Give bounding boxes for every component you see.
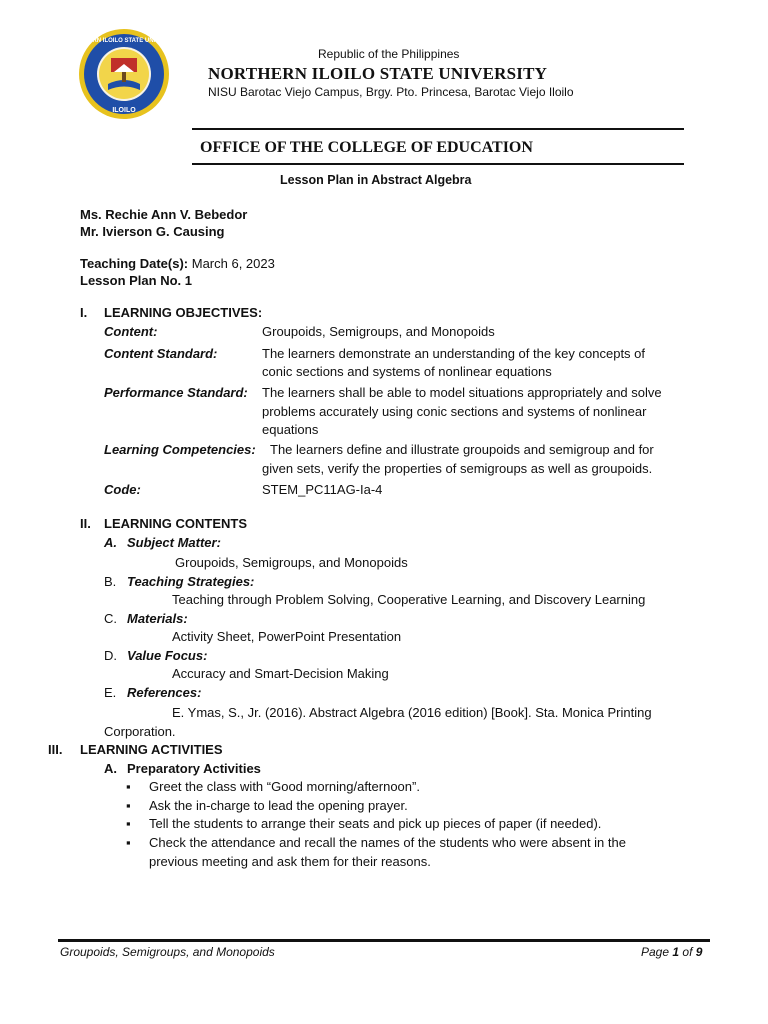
- performance-standard-label: Performance Standard:: [104, 385, 248, 400]
- content-standard-label: Content Standard:: [104, 346, 218, 361]
- teaching-strategies-value: Teaching through Problem Solving, Cooperative Learning, and Discovery Learning: [172, 592, 646, 607]
- teaching-strategies-letter: B.: [104, 574, 117, 589]
- activity-bullet-3: Tell the students to arrange their seats and pick up pieces of paper (if needed).: [149, 816, 602, 831]
- logo-ring-bottom-text: ILOILO: [112, 107, 136, 114]
- teaching-date-line: [80, 256, 275, 271]
- preparatory-activities-letter: A.: [104, 761, 117, 776]
- section-2-heading: LEARNING CONTENTS: [104, 516, 247, 531]
- section-2-number: II.: [80, 516, 91, 531]
- teaching-strategies-label: Teaching Strategies:: [127, 574, 255, 589]
- value-focus-value: Accuracy and Smart-Decision Making: [172, 666, 389, 681]
- campus-address: NISU Barotac Viejo Campus, Brgy. Pto. Princesa, Barotac Viejo Iloilo: [208, 85, 574, 99]
- performance-standard-line-3: equations: [262, 422, 319, 437]
- content-standard-line-2: conic sections and systems of nonlinear equations: [262, 364, 552, 379]
- footer-page-current: 1: [672, 945, 680, 959]
- learning-competencies-line-1: The learners define and illustrate groupoids and semigroup and for: [270, 442, 654, 457]
- activity-bullet-2: Ask the in-charge to lead the opening prayer.: [149, 798, 408, 813]
- references-letter: E.: [104, 685, 117, 700]
- office-title: OFFICE OF THE COLLEGE OF EDUCATION: [200, 139, 533, 156]
- references-line-1: E. Ymas, S., Jr. (2016). Abstract Algebra (2016 edition) [Book]. Sta. Monica Printing: [172, 705, 652, 720]
- bullet-2-icon: ▪: [126, 798, 131, 813]
- author-1: Ms. Rechie Ann V. Bebedor: [80, 207, 248, 222]
- value-focus-letter: D.: [104, 648, 117, 663]
- content-standard-line-1: The learners demonstrate an understanding of the key concepts of: [262, 346, 646, 361]
- content-label: Content:: [104, 324, 158, 339]
- bullet-4-icon: ▪: [126, 835, 131, 850]
- learning-competencies-line-2: given sets, verify the properties of semigroups as well as groupoids.: [262, 461, 653, 476]
- university-seal-logo: [67, 28, 181, 120]
- content-value: Groupoids, Semigroups, and Monopoids: [262, 324, 495, 339]
- republic-line: Republic of the Philippines: [318, 47, 460, 61]
- author-2: Mr. Ivierson G. Causing: [80, 224, 225, 239]
- document-title: Lesson Plan in Abstract Algebra: [280, 173, 472, 187]
- footer-rule: [58, 939, 710, 942]
- header-rule-bottom: [192, 163, 684, 165]
- references-label: References:: [127, 685, 202, 700]
- footer-page-total: 9: [695, 945, 703, 959]
- teaching-date-label: Teaching Date(s):: [80, 256, 189, 271]
- value-focus-label: Value Focus:: [127, 648, 208, 663]
- subject-matter-value: Groupoids, Semigroups, and Monopoids: [175, 555, 408, 570]
- logo-ring-top-text: NORTHERN ILOILO STATE UNIVERSITY: [67, 38, 181, 44]
- activity-bullet-4-line-1: Check the attendance and recall the names of the students who were absent in the: [149, 835, 626, 850]
- footer-page-indicator: [641, 945, 702, 959]
- subject-matter-label: Subject Matter:: [127, 535, 221, 550]
- materials-letter: C.: [104, 611, 117, 626]
- footer-page-word: Page: [641, 945, 670, 959]
- teaching-date-value: March 6, 2023: [191, 256, 275, 271]
- references-line-2: Corporation.: [104, 724, 176, 739]
- header-rule-top: [192, 128, 684, 130]
- section-1-heading: LEARNING OBJECTIVES:: [104, 305, 263, 320]
- footer-of-word: of: [682, 945, 693, 959]
- code-label: Code:: [104, 482, 141, 497]
- section-1-number: I.: [80, 305, 88, 320]
- performance-standard-line-1: The learners shall be able to model situations appropriately and solve: [262, 385, 662, 400]
- bullet-1-icon: ▪: [126, 779, 131, 794]
- materials-label: Materials:: [127, 611, 188, 626]
- bullet-3-icon: ▪: [126, 816, 131, 831]
- materials-value: Activity Sheet, PowerPoint Presentation: [172, 629, 402, 644]
- learning-competencies-label: Learning Competencies:: [104, 442, 256, 457]
- section-3-number: III.: [48, 742, 63, 757]
- code-value: STEM_PC11AG-Ia-4: [262, 482, 383, 497]
- preparatory-activities-label: Preparatory Activities: [127, 761, 261, 776]
- lesson-plan-number: Lesson Plan No. 1: [80, 273, 192, 288]
- section-3-heading: LEARNING ACTIVITIES: [80, 742, 223, 757]
- activity-bullet-4-line-2: previous meeting and ask them for their reasons.: [149, 854, 431, 869]
- performance-standard-line-2: problems accurately using conic sections and systems of nonlinear: [262, 404, 647, 419]
- activity-bullet-1: Greet the class with “Good morning/afternoon”.: [149, 779, 420, 794]
- footer-topic: Groupoids, Semigroups, and Monopoids: [60, 945, 275, 959]
- subject-matter-letter: A.: [104, 535, 117, 550]
- university-name: NORTHERN ILOILO STATE UNIVERSITY: [208, 64, 548, 83]
